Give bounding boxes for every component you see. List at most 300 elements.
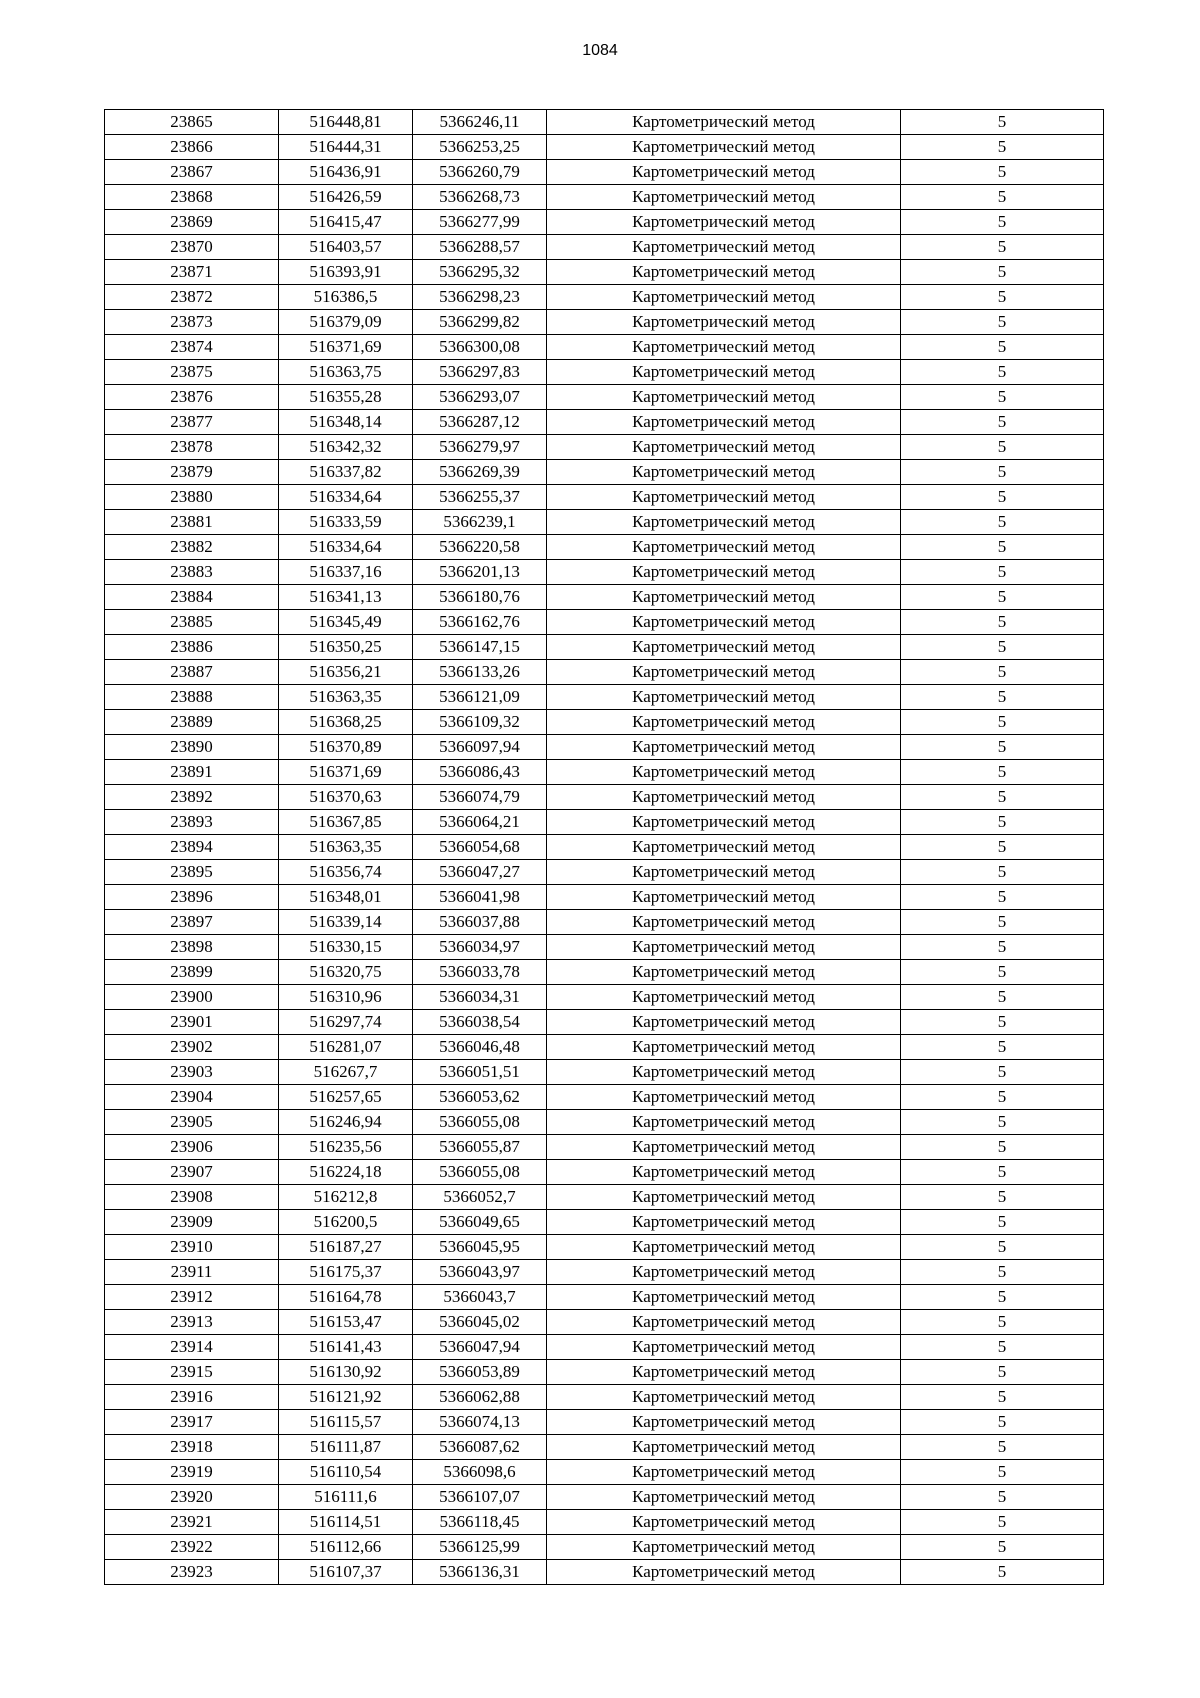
y-coordinate-cell: 5366034,97 [413, 935, 547, 960]
y-coordinate-cell: 5366299,82 [413, 310, 547, 335]
y-coordinate-cell: 5366287,12 [413, 410, 547, 435]
point-number-cell: 23914 [105, 1335, 279, 1360]
accuracy-cell: 5 [901, 960, 1104, 985]
accuracy-cell: 5 [901, 1235, 1104, 1260]
y-coordinate-cell: 5366051,51 [413, 1060, 547, 1085]
table-row [105, 785, 1104, 810]
y-coordinate-cell: 5366201,13 [413, 560, 547, 585]
method-cell: Картометрический метод [547, 785, 901, 810]
method-cell: Картометрический метод [547, 1435, 901, 1460]
method-cell: Картометрический метод [547, 1135, 901, 1160]
point-number-cell: 23888 [105, 685, 279, 710]
x-coordinate-cell: 516141,43 [279, 1335, 413, 1360]
method-cell: Картометрический метод [547, 735, 901, 760]
point-number-cell: 23917 [105, 1410, 279, 1435]
accuracy-cell: 5 [901, 660, 1104, 685]
y-coordinate-cell: 5366074,13 [413, 1410, 547, 1435]
x-coordinate-cell: 516153,47 [279, 1310, 413, 1335]
y-coordinate-cell: 5366055,08 [413, 1110, 547, 1135]
x-coordinate-cell: 516337,82 [279, 460, 413, 485]
x-coordinate-cell: 516350,25 [279, 635, 413, 660]
y-coordinate-cell: 5366047,27 [413, 860, 547, 885]
accuracy-cell: 5 [901, 435, 1104, 460]
table-row [105, 160, 1104, 185]
method-cell: Картометрический метод [547, 985, 901, 1010]
x-coordinate-cell: 516363,35 [279, 835, 413, 860]
point-number-cell: 23865 [105, 110, 279, 135]
method-cell: Картометрический метод [547, 135, 901, 160]
x-coordinate-cell: 516310,96 [279, 985, 413, 1010]
y-coordinate-cell: 5366295,32 [413, 260, 547, 285]
table-row [105, 335, 1104, 360]
method-cell: Картометрический метод [547, 910, 901, 935]
accuracy-cell: 5 [901, 510, 1104, 535]
point-number-cell: 23923 [105, 1560, 279, 1585]
x-coordinate-cell: 516363,35 [279, 685, 413, 710]
table-row [105, 1060, 1104, 1085]
x-coordinate-cell: 516112,66 [279, 1535, 413, 1560]
table-row [105, 635, 1104, 660]
table-row [105, 1010, 1104, 1035]
y-coordinate-cell: 5366279,97 [413, 435, 547, 460]
point-number-cell: 23884 [105, 585, 279, 610]
y-coordinate-cell: 5366162,76 [413, 610, 547, 635]
y-coordinate-cell: 5366297,83 [413, 360, 547, 385]
accuracy-cell: 5 [901, 1560, 1104, 1585]
x-coordinate-cell: 516444,31 [279, 135, 413, 160]
accuracy-cell: 5 [901, 1060, 1104, 1085]
table-row [105, 1360, 1104, 1385]
y-coordinate-cell: 5366087,62 [413, 1435, 547, 1460]
accuracy-cell: 5 [901, 985, 1104, 1010]
accuracy-cell: 5 [901, 885, 1104, 910]
point-number-cell: 23921 [105, 1510, 279, 1535]
x-coordinate-cell: 516341,13 [279, 585, 413, 610]
table-row [105, 1235, 1104, 1260]
y-coordinate-cell: 5366043,97 [413, 1260, 547, 1285]
method-cell: Картометрический метод [547, 1360, 901, 1385]
point-number-cell: 23867 [105, 160, 279, 185]
page-number: 1084 [582, 42, 618, 59]
accuracy-cell: 5 [901, 135, 1104, 160]
y-coordinate-cell: 5366239,1 [413, 510, 547, 535]
y-coordinate-cell: 5366107,07 [413, 1485, 547, 1510]
y-coordinate-cell: 5366097,94 [413, 735, 547, 760]
method-cell: Картометрический метод [547, 1235, 901, 1260]
x-coordinate-cell: 516403,57 [279, 235, 413, 260]
point-number-cell: 23918 [105, 1435, 279, 1460]
method-cell: Картометрический метод [547, 1560, 901, 1585]
table-row [105, 860, 1104, 885]
accuracy-cell: 5 [901, 635, 1104, 660]
method-cell: Картометрический метод [547, 760, 901, 785]
table-row [105, 1485, 1104, 1510]
table-row [105, 1260, 1104, 1285]
accuracy-cell: 5 [901, 1110, 1104, 1135]
point-number-cell: 23902 [105, 1035, 279, 1060]
method-cell: Картометрический метод [547, 560, 901, 585]
point-number-cell: 23919 [105, 1460, 279, 1485]
point-number-cell: 23870 [105, 235, 279, 260]
method-cell: Картометрический метод [547, 1260, 901, 1285]
y-coordinate-cell: 5366121,09 [413, 685, 547, 710]
x-coordinate-cell: 516246,94 [279, 1110, 413, 1135]
x-coordinate-cell: 516115,57 [279, 1410, 413, 1435]
y-coordinate-cell: 5366038,54 [413, 1010, 547, 1035]
method-cell: Картометрический метод [547, 885, 901, 910]
x-coordinate-cell: 516164,78 [279, 1285, 413, 1310]
x-coordinate-cell: 516386,5 [279, 285, 413, 310]
x-coordinate-cell: 516339,14 [279, 910, 413, 935]
table-row [105, 110, 1104, 135]
method-cell: Картометрический метод [547, 1010, 901, 1035]
table-row [105, 1335, 1104, 1360]
point-number-cell: 23903 [105, 1060, 279, 1085]
y-coordinate-cell: 5366180,76 [413, 585, 547, 610]
x-coordinate-cell: 516267,7 [279, 1060, 413, 1085]
table-row [105, 810, 1104, 835]
method-cell: Картометрический метод [547, 635, 901, 660]
method-cell: Картометрический метод [547, 710, 901, 735]
point-number-cell: 23872 [105, 285, 279, 310]
y-coordinate-cell: 5366062,88 [413, 1385, 547, 1410]
method-cell: Картометрический метод [547, 660, 901, 685]
method-cell: Картометрический метод [547, 185, 901, 210]
table-body [105, 110, 1104, 1585]
point-number-cell: 23885 [105, 610, 279, 635]
x-coordinate-cell: 516356,74 [279, 860, 413, 885]
table-row [105, 1385, 1104, 1410]
x-coordinate-cell: 516334,64 [279, 535, 413, 560]
point-number-cell: 23897 [105, 910, 279, 935]
point-number-cell: 23913 [105, 1310, 279, 1335]
y-coordinate-cell: 5366052,7 [413, 1185, 547, 1210]
accuracy-cell: 5 [901, 1435, 1104, 1460]
accuracy-cell: 5 [901, 1410, 1104, 1435]
accuracy-cell: 5 [901, 335, 1104, 360]
point-number-cell: 23910 [105, 1235, 279, 1260]
method-cell: Картометрический метод [547, 1210, 901, 1235]
accuracy-cell: 5 [901, 185, 1104, 210]
accuracy-cell: 5 [901, 910, 1104, 935]
point-number-cell: 23887 [105, 660, 279, 685]
x-coordinate-cell: 516333,59 [279, 510, 413, 535]
x-coordinate-cell: 516368,25 [279, 710, 413, 735]
point-number-cell: 23871 [105, 260, 279, 285]
table-row [105, 1460, 1104, 1485]
accuracy-cell: 5 [901, 1010, 1104, 1035]
accuracy-cell: 5 [901, 1260, 1104, 1285]
table-row [105, 685, 1104, 710]
accuracy-cell: 5 [901, 860, 1104, 885]
method-cell: Картометрический метод [547, 435, 901, 460]
accuracy-cell: 5 [901, 735, 1104, 760]
x-coordinate-cell: 516200,5 [279, 1210, 413, 1235]
accuracy-cell: 5 [901, 585, 1104, 610]
accuracy-cell: 5 [901, 285, 1104, 310]
x-coordinate-cell: 516426,59 [279, 185, 413, 210]
x-coordinate-cell: 516448,81 [279, 110, 413, 135]
accuracy-cell: 5 [901, 560, 1104, 585]
y-coordinate-cell: 5366255,37 [413, 485, 547, 510]
x-coordinate-cell: 516330,15 [279, 935, 413, 960]
x-coordinate-cell: 516356,21 [279, 660, 413, 685]
y-coordinate-cell: 5366053,89 [413, 1360, 547, 1385]
point-number-cell: 23909 [105, 1210, 279, 1235]
point-number-cell: 23900 [105, 985, 279, 1010]
point-number-cell: 23881 [105, 510, 279, 535]
y-coordinate-cell: 5366043,7 [413, 1285, 547, 1310]
accuracy-cell: 5 [901, 1285, 1104, 1310]
table-row [105, 1560, 1104, 1585]
x-coordinate-cell: 516110,54 [279, 1460, 413, 1485]
x-coordinate-cell: 516367,85 [279, 810, 413, 835]
point-number-cell: 23922 [105, 1535, 279, 1560]
method-cell: Картометрический метод [547, 510, 901, 535]
accuracy-cell: 5 [901, 1085, 1104, 1110]
x-coordinate-cell: 516436,91 [279, 160, 413, 185]
y-coordinate-cell: 5366246,11 [413, 110, 547, 135]
method-cell: Картометрический метод [547, 110, 901, 135]
point-number-cell: 23890 [105, 735, 279, 760]
method-cell: Картометрический метод [547, 335, 901, 360]
point-number-cell: 23907 [105, 1160, 279, 1185]
x-coordinate-cell: 516320,75 [279, 960, 413, 985]
table-row [105, 885, 1104, 910]
accuracy-cell: 5 [901, 685, 1104, 710]
point-number-cell: 23894 [105, 835, 279, 860]
accuracy-cell: 5 [901, 785, 1104, 810]
method-cell: Картометрический метод [547, 960, 901, 985]
accuracy-cell: 5 [901, 210, 1104, 235]
y-coordinate-cell: 5366298,23 [413, 285, 547, 310]
y-coordinate-cell: 5366064,21 [413, 810, 547, 835]
coordinates-table [104, 109, 1104, 1585]
accuracy-cell: 5 [901, 410, 1104, 435]
x-coordinate-cell: 516111,6 [279, 1485, 413, 1510]
method-cell: Картометрический метод [547, 285, 901, 310]
x-coordinate-cell: 516393,91 [279, 260, 413, 285]
accuracy-cell: 5 [901, 1185, 1104, 1210]
accuracy-cell: 5 [901, 835, 1104, 860]
method-cell: Картометрический метод [547, 1510, 901, 1535]
table-row [105, 310, 1104, 335]
accuracy-cell: 5 [901, 385, 1104, 410]
table-row [105, 735, 1104, 760]
x-coordinate-cell: 516297,74 [279, 1010, 413, 1035]
y-coordinate-cell: 5366034,31 [413, 985, 547, 1010]
method-cell: Картометрический метод [547, 410, 901, 435]
accuracy-cell: 5 [901, 710, 1104, 735]
table-row [105, 1085, 1104, 1110]
y-coordinate-cell: 5366086,43 [413, 760, 547, 785]
accuracy-cell: 5 [901, 310, 1104, 335]
method-cell: Картометрический метод [547, 860, 901, 885]
table-row [105, 960, 1104, 985]
method-cell: Картометрический метод [547, 835, 901, 860]
table-row [105, 1510, 1104, 1535]
method-cell: Картометрический метод [547, 310, 901, 335]
x-coordinate-cell: 516257,65 [279, 1085, 413, 1110]
y-coordinate-cell: 5366260,79 [413, 160, 547, 185]
x-coordinate-cell: 516337,16 [279, 560, 413, 585]
accuracy-cell: 5 [901, 935, 1104, 960]
accuracy-cell: 5 [901, 610, 1104, 635]
x-coordinate-cell: 516334,64 [279, 485, 413, 510]
y-coordinate-cell: 5366300,08 [413, 335, 547, 360]
method-cell: Картометрический метод [547, 685, 901, 710]
point-number-cell: 23912 [105, 1285, 279, 1310]
accuracy-cell: 5 [901, 1360, 1104, 1385]
table-row [105, 1135, 1104, 1160]
x-coordinate-cell: 516371,69 [279, 760, 413, 785]
method-cell: Картометрический метод [547, 1110, 901, 1135]
x-coordinate-cell: 516130,92 [279, 1360, 413, 1385]
x-coordinate-cell: 516187,27 [279, 1235, 413, 1260]
table-row [105, 1410, 1104, 1435]
table-row [105, 1160, 1104, 1185]
table-row [105, 1110, 1104, 1135]
accuracy-cell: 5 [901, 1335, 1104, 1360]
table-row [105, 935, 1104, 960]
x-coordinate-cell: 516281,07 [279, 1035, 413, 1060]
y-coordinate-cell: 5366268,73 [413, 185, 547, 210]
table-row [105, 285, 1104, 310]
method-cell: Картометрический метод [547, 385, 901, 410]
table-row [105, 460, 1104, 485]
point-number-cell: 23899 [105, 960, 279, 985]
point-number-cell: 23906 [105, 1135, 279, 1160]
y-coordinate-cell: 5366293,07 [413, 385, 547, 410]
accuracy-cell: 5 [901, 1210, 1104, 1235]
y-coordinate-cell: 5366109,32 [413, 710, 547, 735]
accuracy-cell: 5 [901, 1510, 1104, 1535]
method-cell: Картометрический метод [547, 1310, 901, 1335]
table-row [105, 510, 1104, 535]
table-row [105, 235, 1104, 260]
method-cell: Картометрический метод [547, 535, 901, 560]
point-number-cell: 23901 [105, 1010, 279, 1035]
table-row [105, 435, 1104, 460]
y-coordinate-cell: 5366055,87 [413, 1135, 547, 1160]
method-cell: Картометрический метод [547, 1285, 901, 1310]
table-row [105, 1310, 1104, 1335]
x-coordinate-cell: 516175,37 [279, 1260, 413, 1285]
point-number-cell: 23911 [105, 1260, 279, 1285]
table-row [105, 1210, 1104, 1235]
y-coordinate-cell: 5366045,95 [413, 1235, 547, 1260]
accuracy-cell: 5 [901, 485, 1104, 510]
point-number-cell: 23896 [105, 885, 279, 910]
point-number-cell: 23878 [105, 435, 279, 460]
point-number-cell: 23920 [105, 1485, 279, 1510]
y-coordinate-cell: 5366147,15 [413, 635, 547, 660]
point-number-cell: 23879 [105, 460, 279, 485]
point-number-cell: 23898 [105, 935, 279, 960]
point-number-cell: 23869 [105, 210, 279, 235]
accuracy-cell: 5 [901, 1535, 1104, 1560]
table-row [105, 660, 1104, 685]
table-row [105, 535, 1104, 560]
method-cell: Картометрический метод [547, 810, 901, 835]
point-number-cell: 23876 [105, 385, 279, 410]
accuracy-cell: 5 [901, 1485, 1104, 1510]
point-number-cell: 23866 [105, 135, 279, 160]
x-coordinate-cell: 516371,69 [279, 335, 413, 360]
x-coordinate-cell: 516224,18 [279, 1160, 413, 1185]
method-cell: Картометрический метод [547, 1060, 901, 1085]
point-number-cell: 23868 [105, 185, 279, 210]
y-coordinate-cell: 5366033,78 [413, 960, 547, 985]
y-coordinate-cell: 5366288,57 [413, 235, 547, 260]
table-row [105, 210, 1104, 235]
method-cell: Картометрический метод [547, 1185, 901, 1210]
table-row [105, 185, 1104, 210]
point-number-cell: 23895 [105, 860, 279, 885]
point-number-cell: 23880 [105, 485, 279, 510]
table-row [105, 835, 1104, 860]
accuracy-cell: 5 [901, 160, 1104, 185]
method-cell: Картометрический метод [547, 935, 901, 960]
method-cell: Картометрический метод [547, 1535, 901, 1560]
point-number-cell: 23873 [105, 310, 279, 335]
method-cell: Картометрический метод [547, 210, 901, 235]
y-coordinate-cell: 5366098,6 [413, 1460, 547, 1485]
y-coordinate-cell: 5366253,25 [413, 135, 547, 160]
point-number-cell: 23886 [105, 635, 279, 660]
y-coordinate-cell: 5366041,98 [413, 885, 547, 910]
y-coordinate-cell: 5366037,88 [413, 910, 547, 935]
method-cell: Картометрический метод [547, 260, 901, 285]
method-cell: Картометрический метод [547, 160, 901, 185]
point-number-cell: 23916 [105, 1385, 279, 1410]
table-row [105, 1435, 1104, 1460]
table-row [105, 360, 1104, 385]
y-coordinate-cell: 5366055,08 [413, 1160, 547, 1185]
x-coordinate-cell: 516379,09 [279, 310, 413, 335]
accuracy-cell: 5 [901, 1135, 1104, 1160]
y-coordinate-cell: 5366049,65 [413, 1210, 547, 1235]
y-coordinate-cell: 5366046,48 [413, 1035, 547, 1060]
point-number-cell: 23893 [105, 810, 279, 835]
method-cell: Картометрический метод [547, 1085, 901, 1110]
y-coordinate-cell: 5366125,99 [413, 1535, 547, 1560]
point-number-cell: 23892 [105, 785, 279, 810]
table-row [105, 760, 1104, 785]
accuracy-cell: 5 [901, 260, 1104, 285]
accuracy-cell: 5 [901, 1385, 1104, 1410]
y-coordinate-cell: 5366133,26 [413, 660, 547, 685]
table-row [105, 1035, 1104, 1060]
y-coordinate-cell: 5366074,79 [413, 785, 547, 810]
y-coordinate-cell: 5366054,68 [413, 835, 547, 860]
method-cell: Картометрический метод [547, 1335, 901, 1360]
table-row [105, 1285, 1104, 1310]
point-number-cell: 23915 [105, 1360, 279, 1385]
table-row [105, 485, 1104, 510]
method-cell: Картометрический метод [547, 610, 901, 635]
accuracy-cell: 5 [901, 760, 1104, 785]
x-coordinate-cell: 516415,47 [279, 210, 413, 235]
table-row [105, 385, 1104, 410]
x-coordinate-cell: 516342,32 [279, 435, 413, 460]
table-row [105, 1185, 1104, 1210]
point-number-cell: 23877 [105, 410, 279, 435]
table-row [105, 610, 1104, 635]
method-cell: Картометрический метод [547, 360, 901, 385]
point-number-cell: 23882 [105, 535, 279, 560]
x-coordinate-cell: 516121,92 [279, 1385, 413, 1410]
